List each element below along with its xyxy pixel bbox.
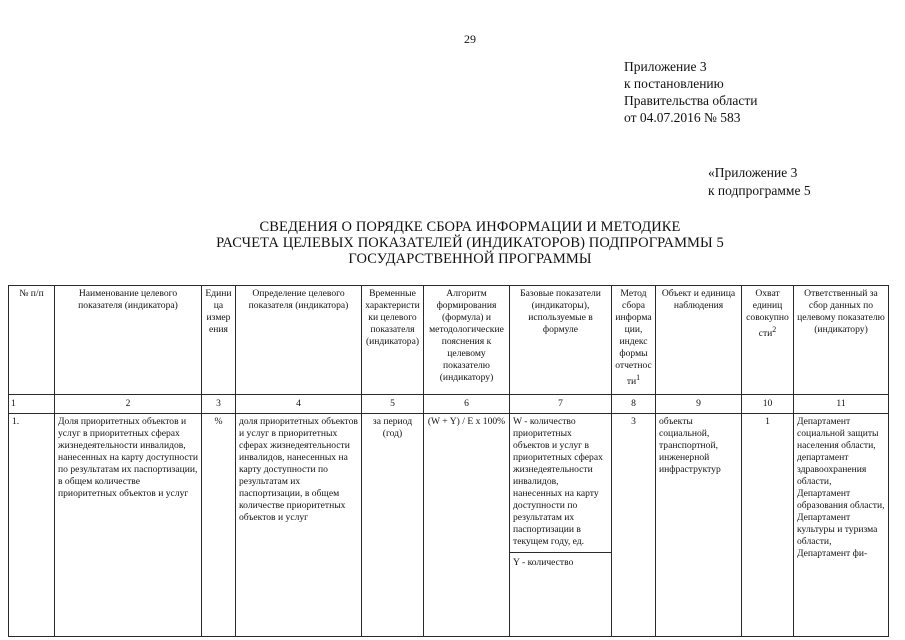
- indicator-object: объекты социальной, транспортной, инженерной инфраструктур: [656, 414, 742, 637]
- indicator-method: 3: [612, 414, 656, 637]
- header-cell-time: Временные характеристики целевого показателя (индикатора): [362, 286, 424, 395]
- indicator-base: [510, 414, 612, 637]
- appendix-header-line: Правительства области: [624, 93, 758, 108]
- appendix-header-line: к постановлению: [624, 76, 724, 91]
- title-line: ГОСУДАРСТВЕННОЙ ПРОГРАММЫ: [348, 251, 592, 267]
- appendix-header-line: от 04.07.2016 № 583: [624, 110, 741, 125]
- column-number: 11: [794, 395, 889, 414]
- header-cell-definition: Определение целевого показателя (индикатора): [236, 286, 362, 395]
- indicator-unit: %: [202, 414, 236, 637]
- column-number: 5: [362, 395, 424, 414]
- header-coverage-text: Охват единиц совокупности: [746, 288, 789, 340]
- appendix-subprogram: [708, 164, 811, 200]
- header-cell-method: [612, 286, 656, 395]
- column-number: 10: [742, 395, 794, 414]
- header-cell-base: Базовые показатели (индикаторы), используемые в формуле: [510, 286, 612, 395]
- header-footnote-1: 1: [636, 373, 641, 382]
- column-number: 7: [510, 395, 612, 414]
- indicator-time: за период (год): [362, 414, 424, 637]
- header-cell-object: Объект и единица наблюдения: [656, 286, 742, 395]
- column-number: 4: [236, 395, 362, 414]
- column-number: 2: [55, 395, 202, 414]
- appendix-subprogram-line: к подпрограмме 5: [708, 183, 811, 198]
- indicator-responsible: Департамент социальной защиты населения области, департамент здравоохранения области, Департамент образования области, Департамент культуры и туризма области, Департамент фи-: [794, 414, 889, 637]
- appendix-subprogram-line: «Приложение 3: [708, 165, 798, 180]
- header-cell-coverage: [742, 286, 794, 395]
- base-indicator-w: W - количество приоритетных объектов и услуг в приоритетных сферах жизнедеятельности инвалидов, нанесенных на карту доступности по результатам их паспортизации в текущем году, ед.: [513, 416, 603, 547]
- title-line: СВЕДЕНИЯ О ПОРЯДКЕ СБОРА ИНФОРМАЦИИ И МЕТОДИКЕ: [259, 219, 681, 235]
- title-line: РАСЧЕТА ЦЕЛЕВЫХ ПОКАЗАТЕЛЕЙ (ИНДИКАТОРОВ) ПОДПРОГРАММЫ 5: [216, 235, 724, 251]
- indicator-name: Доля приоритетных объектов и услуг в приоритетных сферах жизнедеятельности инвалидов, нанесенных на карту доступности по результатам их паспортизации, в общем количестве приоритетных объектов и услуг: [55, 414, 202, 637]
- header-cell-unit: Единица измерения: [202, 286, 236, 395]
- header-cell-number: № п/п: [9, 286, 55, 395]
- appendix-header: [624, 58, 757, 126]
- indicators-table: [8, 285, 889, 637]
- table-header-row: [9, 286, 889, 395]
- column-number-row: [9, 395, 889, 414]
- base-indicator-y: Y - количество: [510, 552, 611, 569]
- table-row: [9, 414, 889, 637]
- header-cell-responsible: Ответственный за сбор данных по целевому показателю (индикатору): [794, 286, 889, 395]
- column-number: 8: [612, 395, 656, 414]
- column-number: 9: [656, 395, 742, 414]
- column-number: 1: [9, 395, 55, 414]
- indicator-coverage: 1: [742, 414, 794, 637]
- row-number: 1.: [9, 414, 55, 637]
- header-method-text: Метод сбора информации, индекс формы отчетности: [615, 288, 652, 388]
- header-cell-name: Наименование целевого показателя (индикатора): [55, 286, 202, 395]
- column-number: 6: [424, 395, 510, 414]
- appendix-header-line: Приложение 3: [624, 59, 707, 74]
- document-title: [150, 219, 790, 267]
- header-cell-formula: Алгоритм формирования (формула) и методологические пояснения к целевому показателю (индикатору): [424, 286, 510, 395]
- page-number: 29: [464, 32, 476, 46]
- column-number: 3: [202, 395, 236, 414]
- header-footnote-2: 2: [772, 325, 777, 334]
- indicator-formula: (W + Y) / E x 100%: [424, 414, 510, 637]
- indicator-definition: доля приоритетных объектов и услуг в приоритетных сферах жизнедеятельности инвалидов, нанесенных на карту доступности по результатам их паспортизации, в общем количестве приоритетных объектов и услуг: [236, 414, 362, 637]
